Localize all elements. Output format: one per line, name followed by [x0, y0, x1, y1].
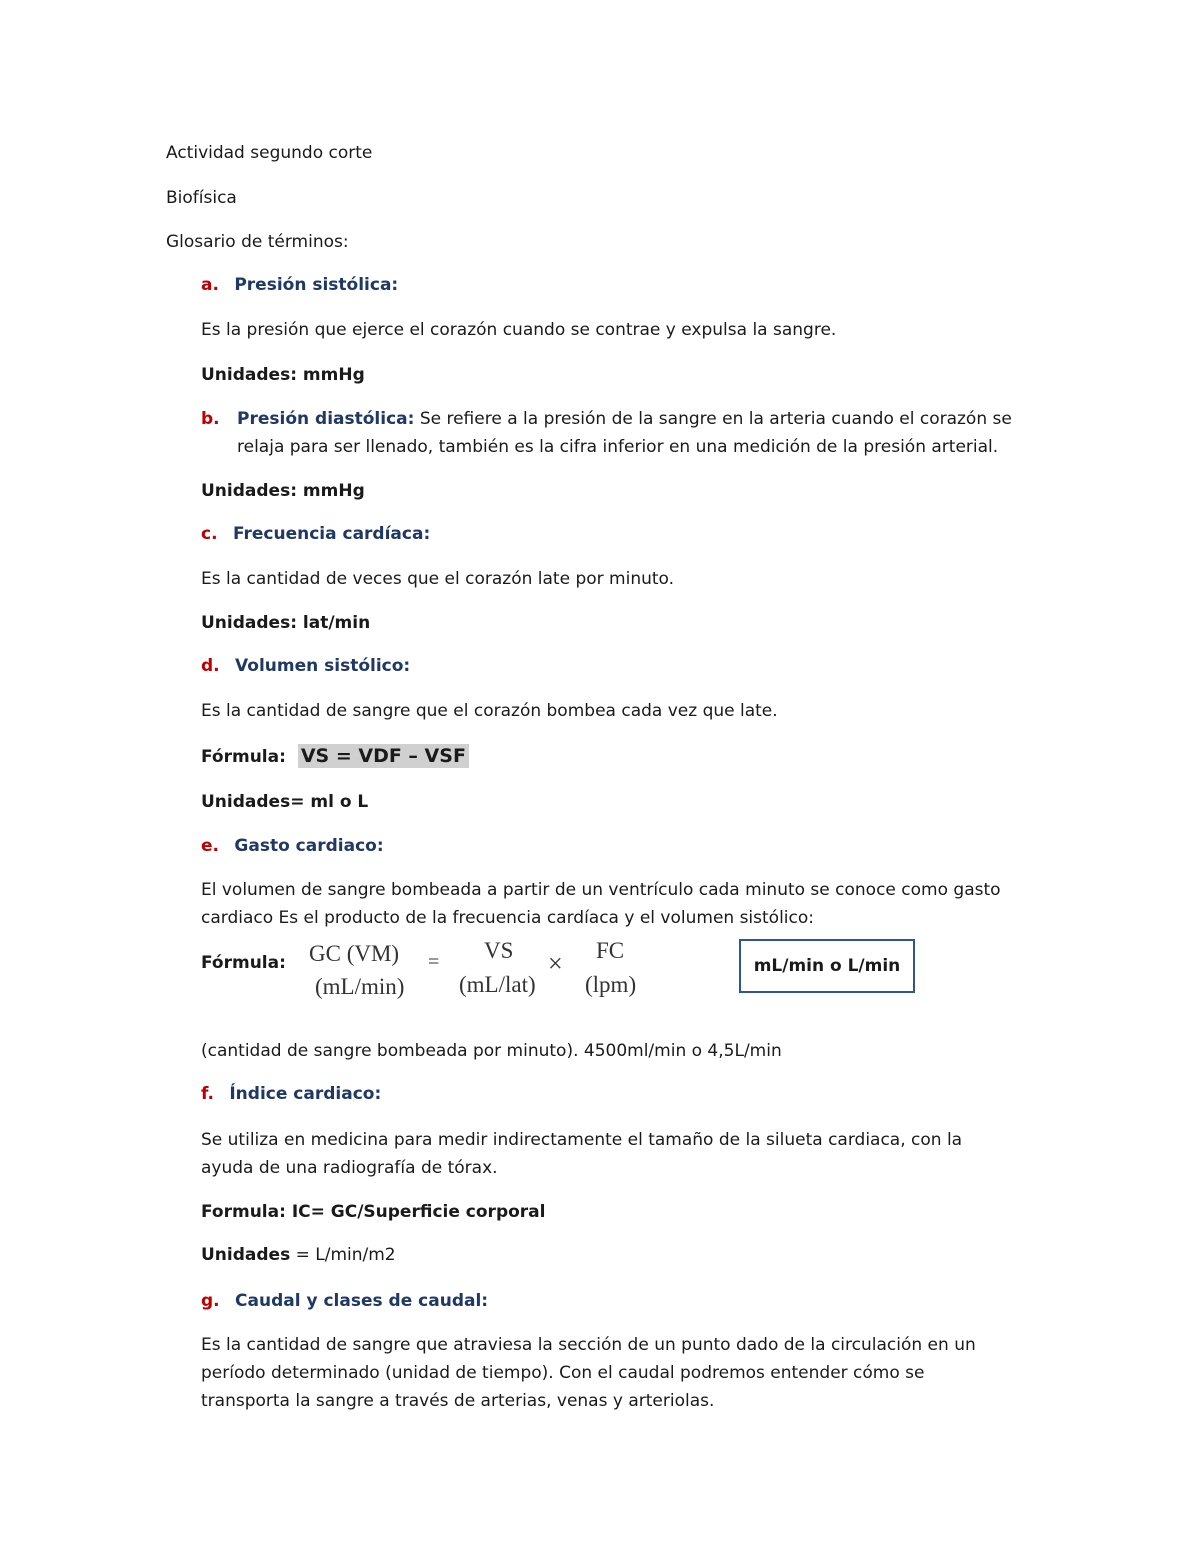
item-b-title: Presión diastólica:: [237, 409, 415, 429]
activity-title: Actividad segundo corte: [166, 143, 373, 163]
glossary-heading: Glosario de términos:: [166, 232, 349, 252]
item-c-units: Unidades: lat/min: [201, 613, 371, 633]
item-f-formula: Formula: IC= GC/Superficie corporal: [201, 1202, 546, 1222]
item-f-letter: f.: [201, 1084, 214, 1104]
item-f-units-label: Unidades: [201, 1245, 291, 1265]
item-b-letter: b.: [201, 409, 220, 429]
item-a-units: Unidades: mmHg: [201, 365, 365, 385]
item-b-letter-row: [201, 405, 220, 433]
eq-gc: GC (VM): [309, 941, 400, 966]
item-e-letter: e.: [201, 836, 219, 856]
eq-fc: FC: [596, 938, 625, 963]
item-d-title: Volumen sistólico:: [235, 656, 411, 676]
eq-fc-unit: (lpm): [585, 972, 637, 997]
item-a-heading: [201, 271, 398, 299]
item-d-letter: d.: [201, 656, 220, 676]
item-a-body: Es la presión que ejerce el corazón cuando se contrae y expulsa la sangre.: [201, 320, 837, 340]
item-f-heading: [201, 1080, 381, 1108]
item-b-text: Se refiere a la presión de la sangre en la arteria cuando el corazón se relaja para ser llenado, también es la cifra inferior en una medición de la presión arterial.: [237, 409, 1012, 457]
item-g-title: Caudal y clases de caudal:: [235, 1291, 489, 1311]
item-f-units-value: = L/min/m2: [290, 1245, 396, 1265]
item-e-note: (cantidad de sangre bombeada por minuto). 4500ml/min o 4,5L/min: [201, 1041, 782, 1061]
eq-vs: VS: [484, 938, 514, 963]
eq-times: ×: [548, 949, 563, 978]
item-c-title: Frecuencia cardíaca:: [232, 524, 431, 544]
item-c-body: Es la cantidad de veces que el corazón late por minuto.: [201, 569, 675, 589]
eq-equals: =: [428, 951, 440, 973]
item-a-letter: a.: [201, 275, 219, 295]
item-c-heading: [201, 520, 430, 548]
item-d-formula-label: Fórmula:: [201, 747, 286, 767]
eq-gc-unit: (mL/min): [315, 974, 405, 999]
units-box: mL/min o L/min: [739, 939, 915, 993]
item-g-heading: [201, 1287, 488, 1315]
item-d-heading: [201, 652, 410, 680]
item-f-title: Índice cardiaco:: [229, 1084, 382, 1104]
item-d-formula: VS = VDF – VSF: [298, 744, 469, 768]
item-a-title: Presión sistólica:: [234, 275, 399, 295]
subject-title: Biofísica: [166, 188, 237, 208]
item-e-formula-label: Fórmula:: [201, 953, 286, 973]
item-b-units: Unidades: mmHg: [201, 481, 365, 501]
item-d-formula-row: [201, 742, 469, 771]
item-g-letter: g.: [201, 1291, 220, 1311]
item-e-body: El volumen de sangre bombeada a partir de un ventrículo cada minuto se conoce como gasto cardiaco Es el producto de la frecuencia cardíaca y el volumen sistólico:: [201, 880, 1001, 928]
item-b-heading: [237, 405, 1027, 461]
item-e-heading: [201, 832, 384, 860]
item-e-title: Gasto cardiaco:: [234, 836, 384, 856]
item-f-units-row: [201, 1241, 396, 1269]
item-c-letter: c.: [201, 524, 218, 544]
eq-vs-unit: (mL/lat): [459, 972, 536, 997]
item-f-body: Se utiliza en medicina para medir indirectamente el tamaño de la silueta cardiaca, con la ayuda de una radiografía de tórax.: [201, 1130, 963, 1178]
item-d-units: Unidades= ml o L: [201, 792, 369, 812]
item-d-body: Es la cantidad de sangre que el corazón bombea cada vez que late.: [201, 701, 778, 721]
item-g-body: Es la cantidad de sangre que atraviesa la sección de un punto dado de la circulación en un período determinado (unidad de tiempo). Con el caudal podremos entender cómo se transporta la sangre a través de arterias, venas y arteriolas.: [201, 1335, 976, 1411]
